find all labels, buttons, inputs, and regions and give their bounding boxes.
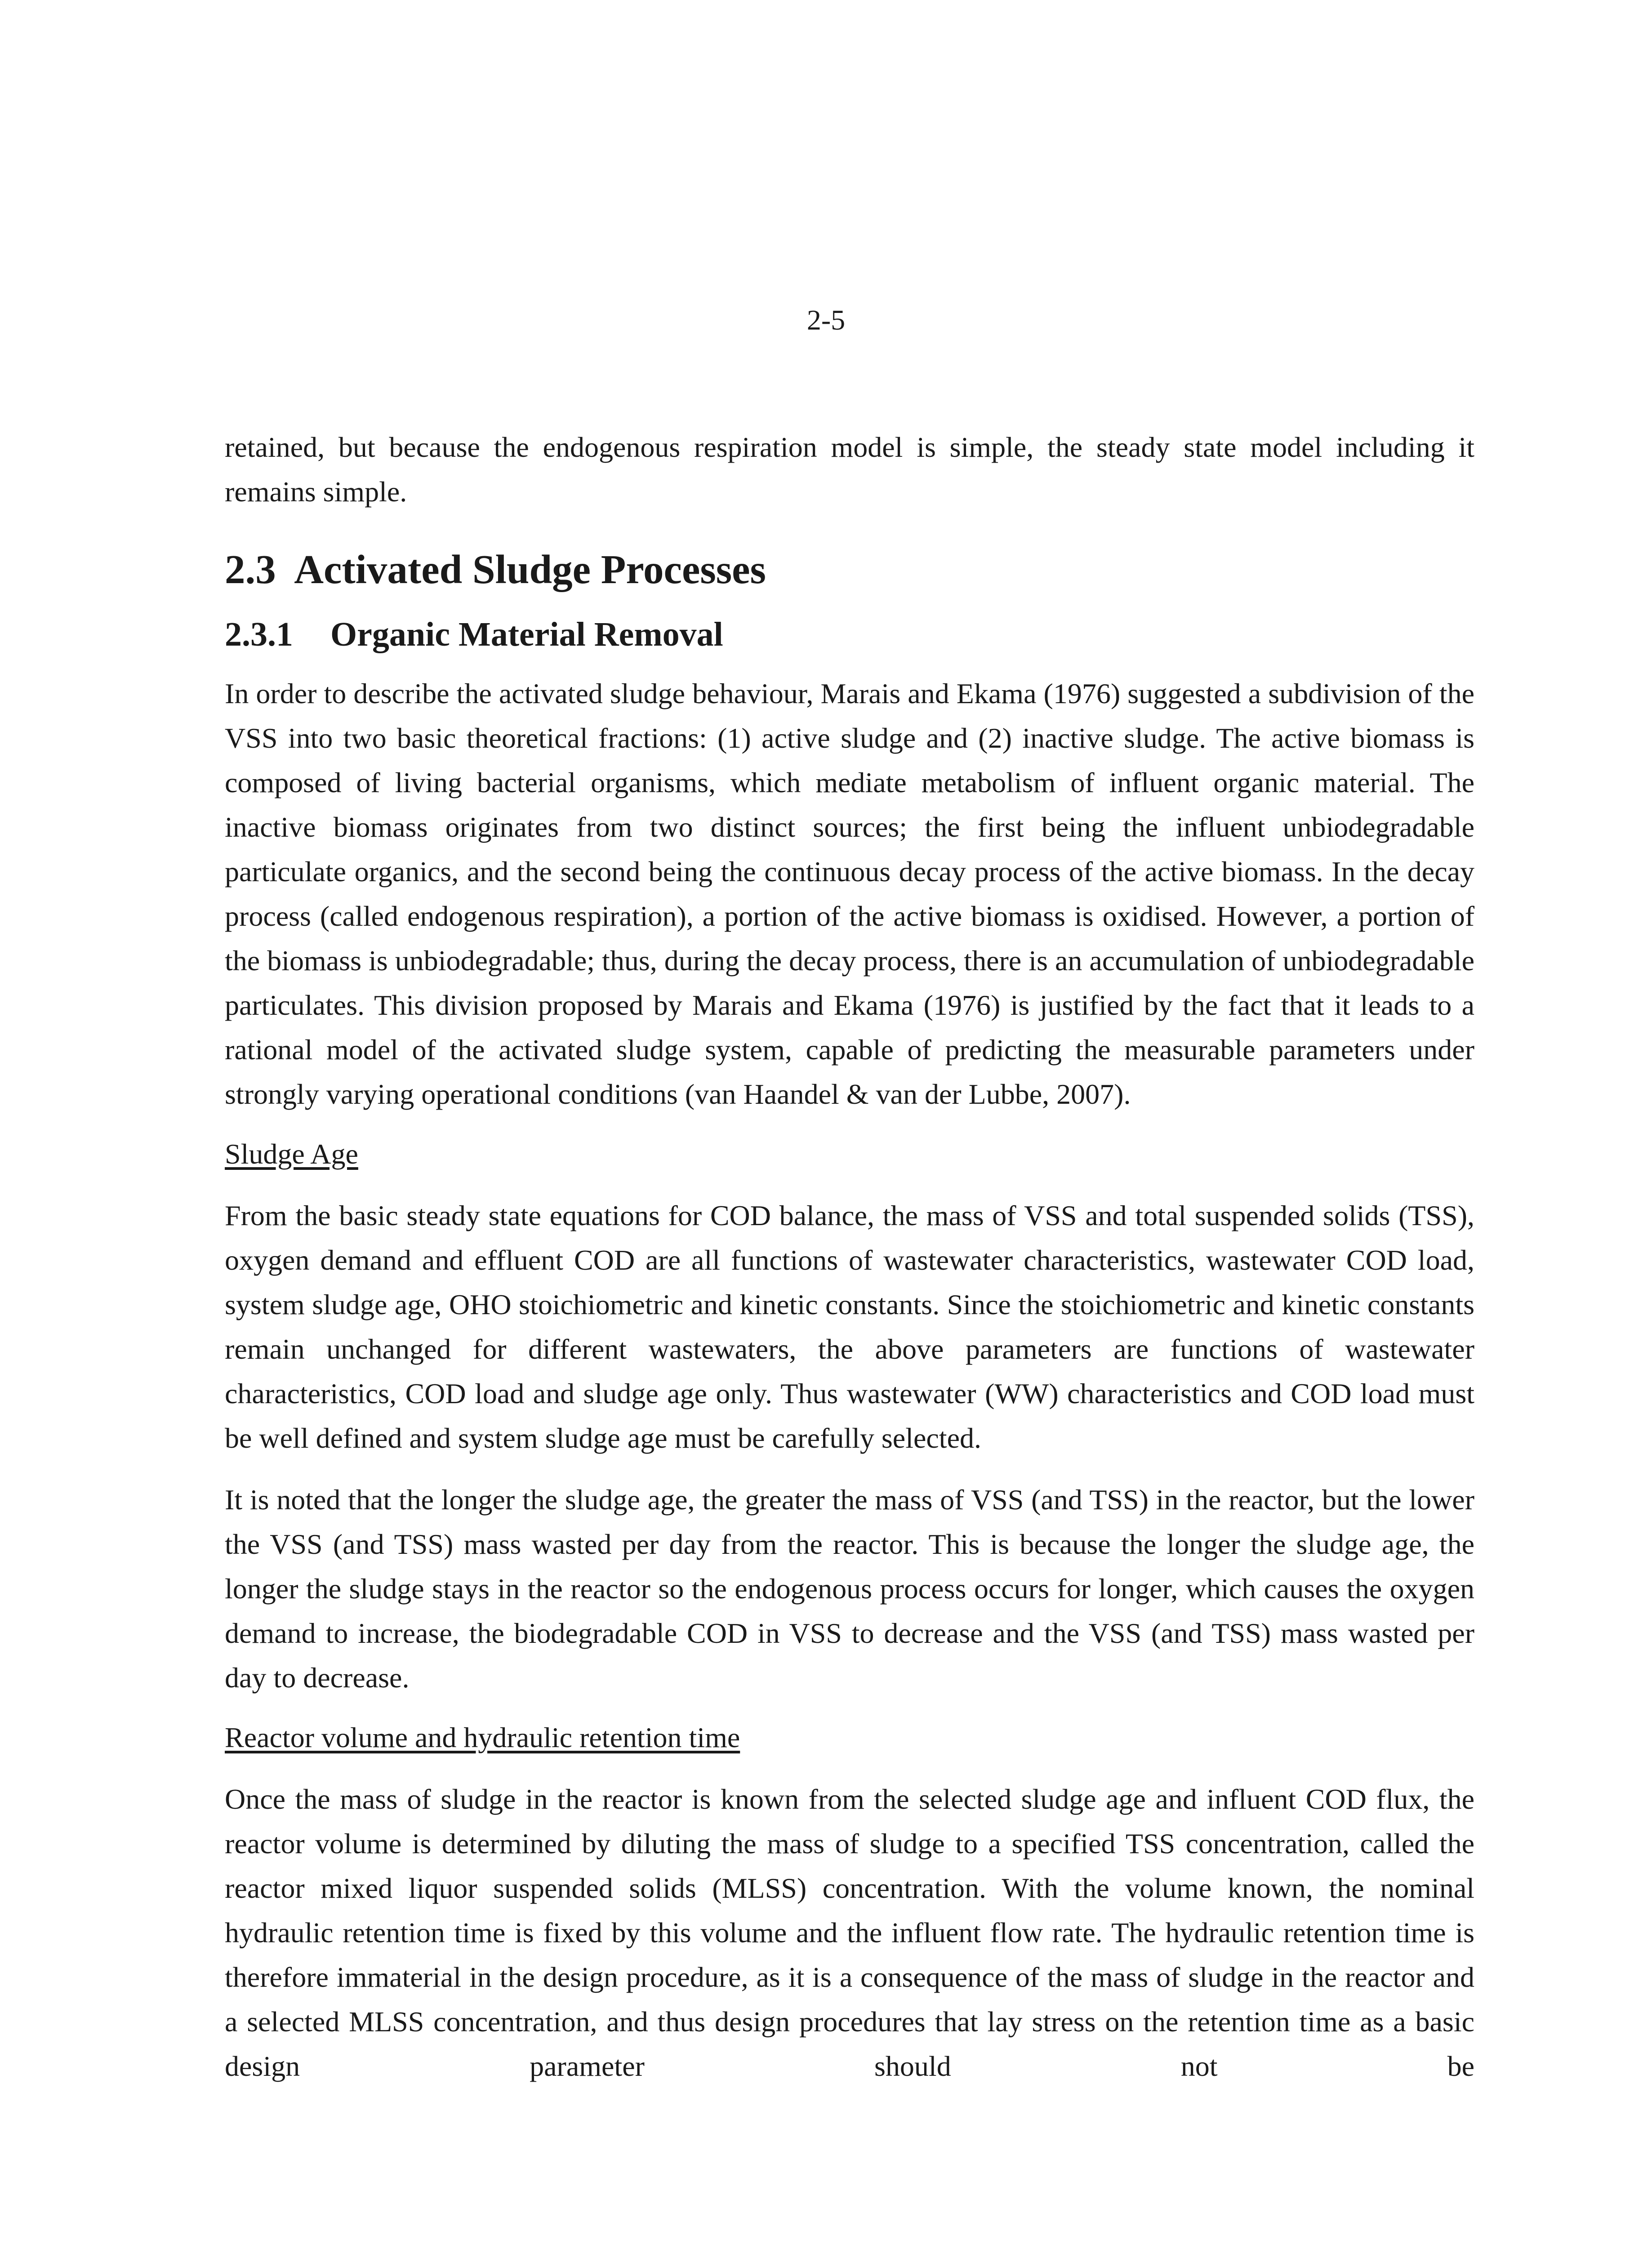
sludge-age-paragraph-2: It is noted that the longer the sludge age, the greater the mass of VSS (and TSS) in the reactor, but the lower the VSS (and TSS) mass wasted per day from the reactor. This is because the longer the sludge age, the longer the sludge stays in the reactor so the endogenous process occurs for longer, which causes the oxygen demand to increase, the biodegradable COD in VSS to decrease and the VSS (and TSS) mass wasted per day to decrease. [225,1484,1474,1694]
sludge-age-paragraph-1: From the basic steady state equations for COD balance, the mass of VSS and total suspended solids (TSS), oxygen demand and effluent COD are all functions of wastewater characteristics, wastewater COD load, system sludge age, OHO stoichiometric and kinetic constants. Since the stoichiometric and kinetic constants remain unchanged for different wastewaters, the above parameters are functions of wastewater characteristics, COD load and sludge age only. Thus wastewater (WW) characteristics and COD load must be well defined and system sludge age must be carefully selected. [225,1200,1474,1454]
reactor-volume-paragraph: Once the mass of sludge in the reactor is known from the selected sludge age and influent COD flux, the reactor volume is determined by diluting the mass of sludge to a specified TSS concentration, called the reactor mixed liquor suspended solids (MLSS) concentration. With the volume known, the nominal hydraulic retention time is fixed by this volume and the influent flow rate. The hydraulic retention time is therefore immaterial in the design procedure, as it is a consequence of the mass of sludge in the reactor and a selected MLSS concentration, and thus design procedures that lay stress on the retention time as a basic design parameter should not be [225,1783,1474,2083]
page-number: 2-5 [806,304,846,336]
reactor-volume-heading: Reactor volume and hydraulic retention time [225,1722,740,1754]
subsection-number: 2.3.1 [225,615,293,653]
intro-paragraph: retained, but because the endogenous respiration model is simple, the steady state model including it remains simple. [225,431,1474,508]
organic-removal-paragraph: In order to describe the activated sludge behaviour, Marais and Ekama (1976) suggested a subdivision of the VSS into two basic theoretical fractions: (1) active sludge and (2) inactive sludge. The active biomass is composed of living bacterial organisms, which mediate metabolism of influent organic material. The inactive biomass originates from two distinct sources; the first being the influent unbiodegradable particulate organics, and the second being the continuous decay process of the active biomass. In the decay process (called endogenous respiration), a portion of the active biomass is oxidised. However, a portion of the biomass is unbiodegradable; thus, during the decay process, there is an accumulation of unbiodegradable particulates. This division proposed by Marais and Ekama (1976) is justified by the fact that it leads to a rational model of the activated sludge system, capable of predicting the measurable parameters under strongly varying operational conditions (van Haandel & van der Lubbe, 2007). [225,678,1474,1111]
subsection-heading [225,615,1474,654]
subsection-title: Organic Material Removal [330,615,723,653]
sludge-age-heading: Sludge Age [225,1138,358,1170]
section-heading: 2.3 Activated Sludge Processes [225,547,766,592]
page-body [225,425,1474,2088]
